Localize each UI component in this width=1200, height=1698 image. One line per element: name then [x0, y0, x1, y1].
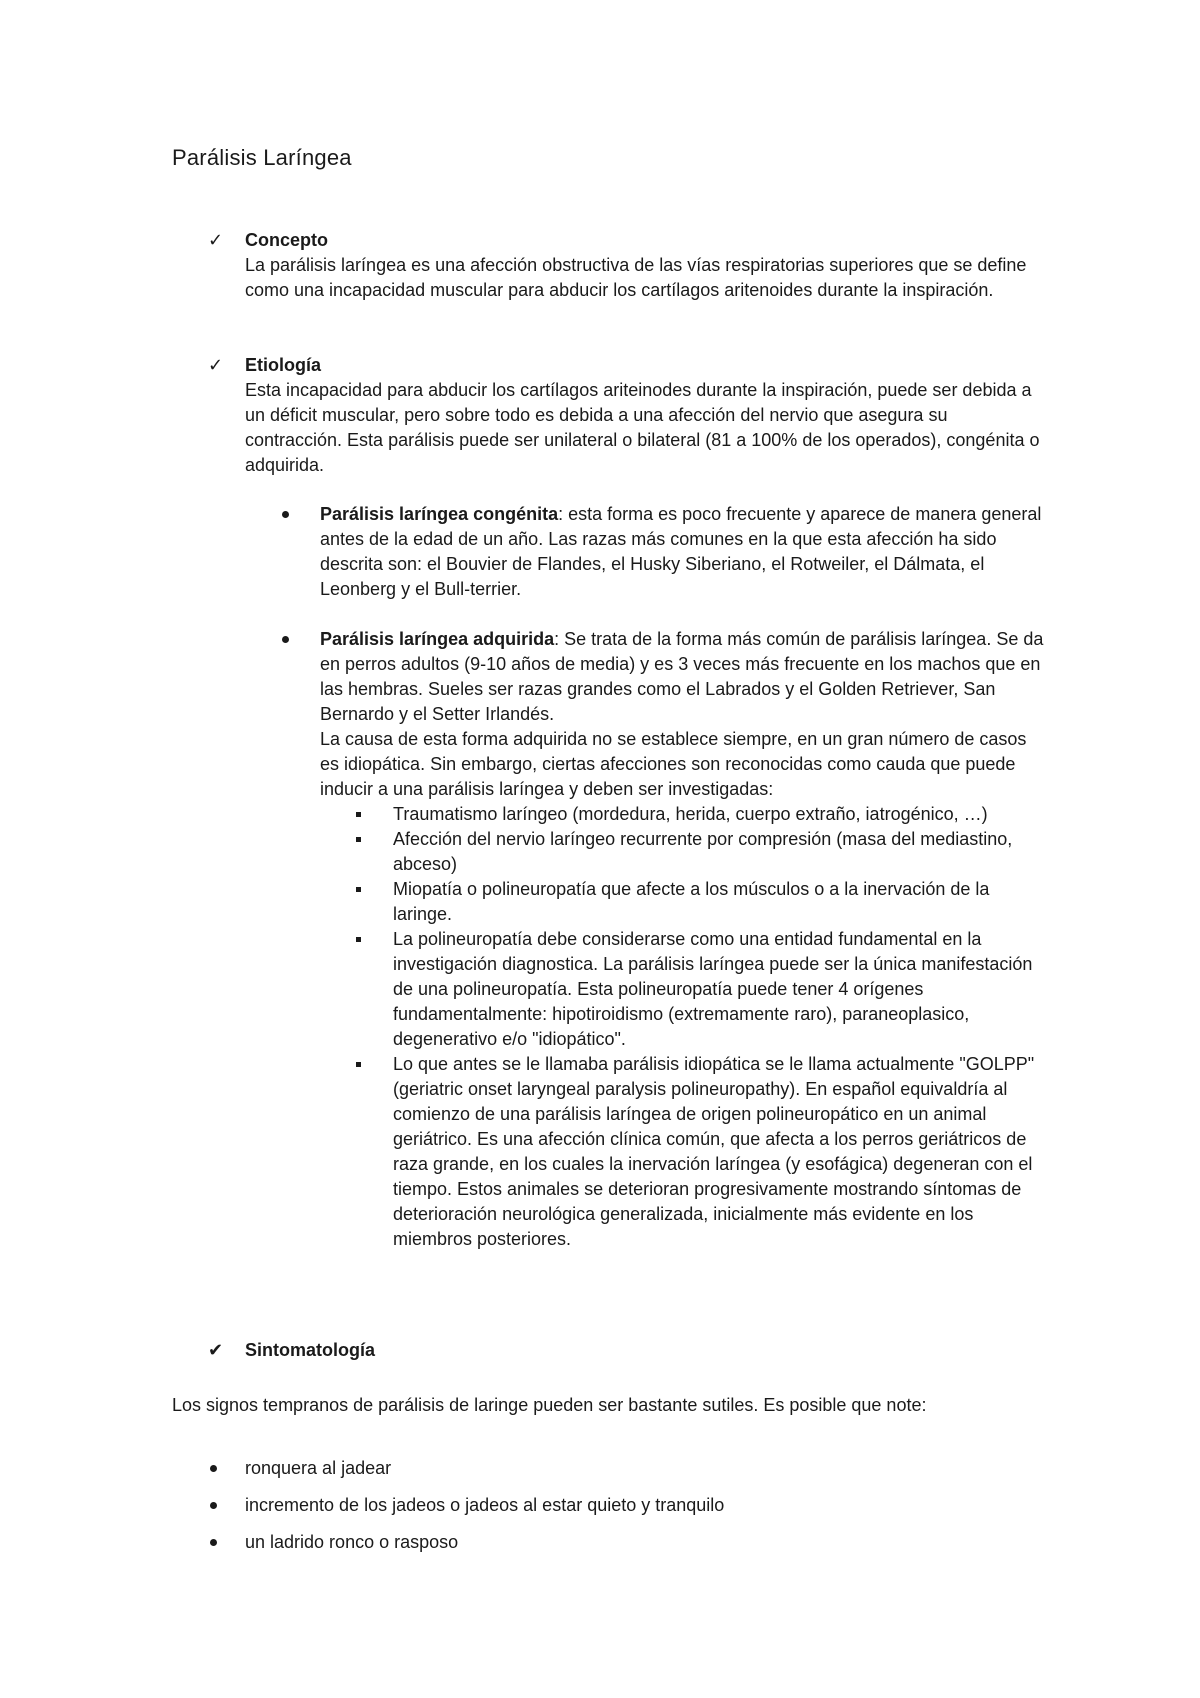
sign-text: un ladrido ronco o rasposo: [245, 1532, 459, 1552]
bullet-icon: [282, 636, 289, 643]
sign-text: incremento de los jadeos o jadeos al estar quieto y tranquilo: [245, 1495, 725, 1515]
congenita-term: Parálisis laríngea congénita: [320, 504, 559, 524]
square-bullet-icon: [356, 937, 361, 942]
signs-list: [208, 1456, 1008, 1567]
section-heading-concepto: Concepto: [245, 230, 328, 250]
adquirida-text: : Se trata de la forma más común de parálisis laríngea. Se da en perros adultos (9-10 años de media) y es 3 veces más frecuente en los machos que en las hembras. Sueles ser razas grandes como el Labrados y el Golden Retriever, San Bernardo y el Setter Irlandés.: [320, 629, 1044, 724]
bullet-icon: [210, 1539, 217, 1546]
section-heading-sintomatologia: Sintomatología: [245, 1340, 375, 1360]
concepto-text: La parálisis laríngea es una afección obstructiva de las vías respiratorias superiores que se define como una incapacidad muscular para abducir los cartílagos aritenoides durante la inspiración.: [245, 255, 1027, 300]
section-etiologia: [208, 353, 1048, 1252]
page-title: Parálisis Laríngea: [172, 145, 352, 170]
section-sintomatologia: [208, 1338, 1048, 1363]
cause-text: Miopatía o polineuropatía que afecte a los músculos o a la inervación de la laringe.: [393, 879, 990, 924]
cause-text: La polineuropatía debe considerarse como una entidad fundamental en la investigación diagnostica. La parálisis laríngea puede ser la única manifestación de una polineuropatía. Esta polineuropatía puede tener 4 orígenes fundamentalmente: hipotiroidismo (extremamente raro), paraneoplasico, degenerativo e/o "idiopático".: [393, 929, 1033, 1049]
list-item-adquirida: [282, 627, 1048, 1252]
square-bullet-icon: [356, 812, 361, 817]
square-bullet-icon: [356, 837, 361, 842]
checkmark-icon: ✓: [208, 355, 224, 375]
causes-list: [356, 802, 1048, 1252]
list-item-cause: [356, 1052, 1048, 1252]
etiologia-text: Esta incapacidad para abducir los cartílagos ariteinodes durante la inspiración, puede ser debida a un déficit muscular, pero sobre todo es debida a una afección del nervio que asegura su contracción. Esta parálisis puede ser unilateral o bilateral (81 a 100% de los operados), congénita o adquirida.: [245, 380, 1040, 475]
list-item-cause: [356, 927, 1048, 1052]
list-item-sign: [208, 1456, 1008, 1493]
square-bullet-icon: [356, 1062, 361, 1067]
bullet-icon: [210, 1502, 217, 1509]
list-item-sign: [208, 1530, 1008, 1567]
cause-text: Lo que antes se le llamaba parálisis idiopática se le llama actualmente "GOLPP" (geriatric onset laryngeal paralysis polineuropathy). En español equivaldría al comienzo de una parálisis laríngea de origen polineuropático en un animal geriátrico. Es una afección clínica común, que afecta a los perros geriátricos de raza grande, en los cuales la inervación laríngea (y esofágica) degeneran con el tiempo. Estos animales se deterioran progresivamente mostrando síntomas de deterioración neurológica generalizada, inicialmente más evidente en los miembros posteriores.: [393, 1054, 1035, 1249]
bullet-icon: [210, 1465, 217, 1472]
checkmark-icon: ✓: [208, 230, 224, 250]
adquirida-text-2: La causa de esta forma adquirida no se establece siempre, en un gran número de casos es idiopática. Sin embargo, ciertas afecciones son reconocidas como cauda que puede inducir a una parálisis laríngea y deben ser investigadas:: [320, 729, 1027, 799]
square-bullet-icon: [356, 887, 361, 892]
bullet-icon: [282, 511, 289, 518]
list-item-cause: [356, 827, 1048, 877]
list-item-congenita: [282, 502, 1048, 602]
checkmark-icon: ✔: [208, 1340, 224, 1360]
list-item-cause: [356, 802, 1048, 827]
section-heading-etiologia: Etiología: [245, 355, 321, 375]
list-item-sign: [208, 1493, 1008, 1530]
congenita-text: : esta forma es poco frecuente y aparece de manera general antes de la edad de un año. Las razas más comunes en la que esta afección ha sido descrita son: el Bouvier de Flandes, el Husky Siberiano, el Rotweiler, el Dálmata, el Leonberg y el Bull-terrier.: [320, 504, 1042, 599]
section-concepto: [208, 228, 1048, 303]
sintomatologia-intro: Los signos tempranos de parálisis de laringe pueden ser bastante sutiles. Es posible que note:: [172, 1395, 927, 1415]
sign-text: ronquera al jadear: [245, 1458, 392, 1478]
cause-text: Traumatismo laríngeo (mordedura, herida, cuerpo extraño, iatrogénico, …): [393, 804, 988, 824]
cause-text: Afección del nervio laríngeo recurrente por compresión (masa del mediastino, abceso): [393, 829, 1013, 874]
etiologia-forms-list: [282, 502, 1048, 1252]
adquirida-term: Parálisis laríngea adquirida: [320, 629, 555, 649]
list-item-cause: [356, 877, 1048, 927]
